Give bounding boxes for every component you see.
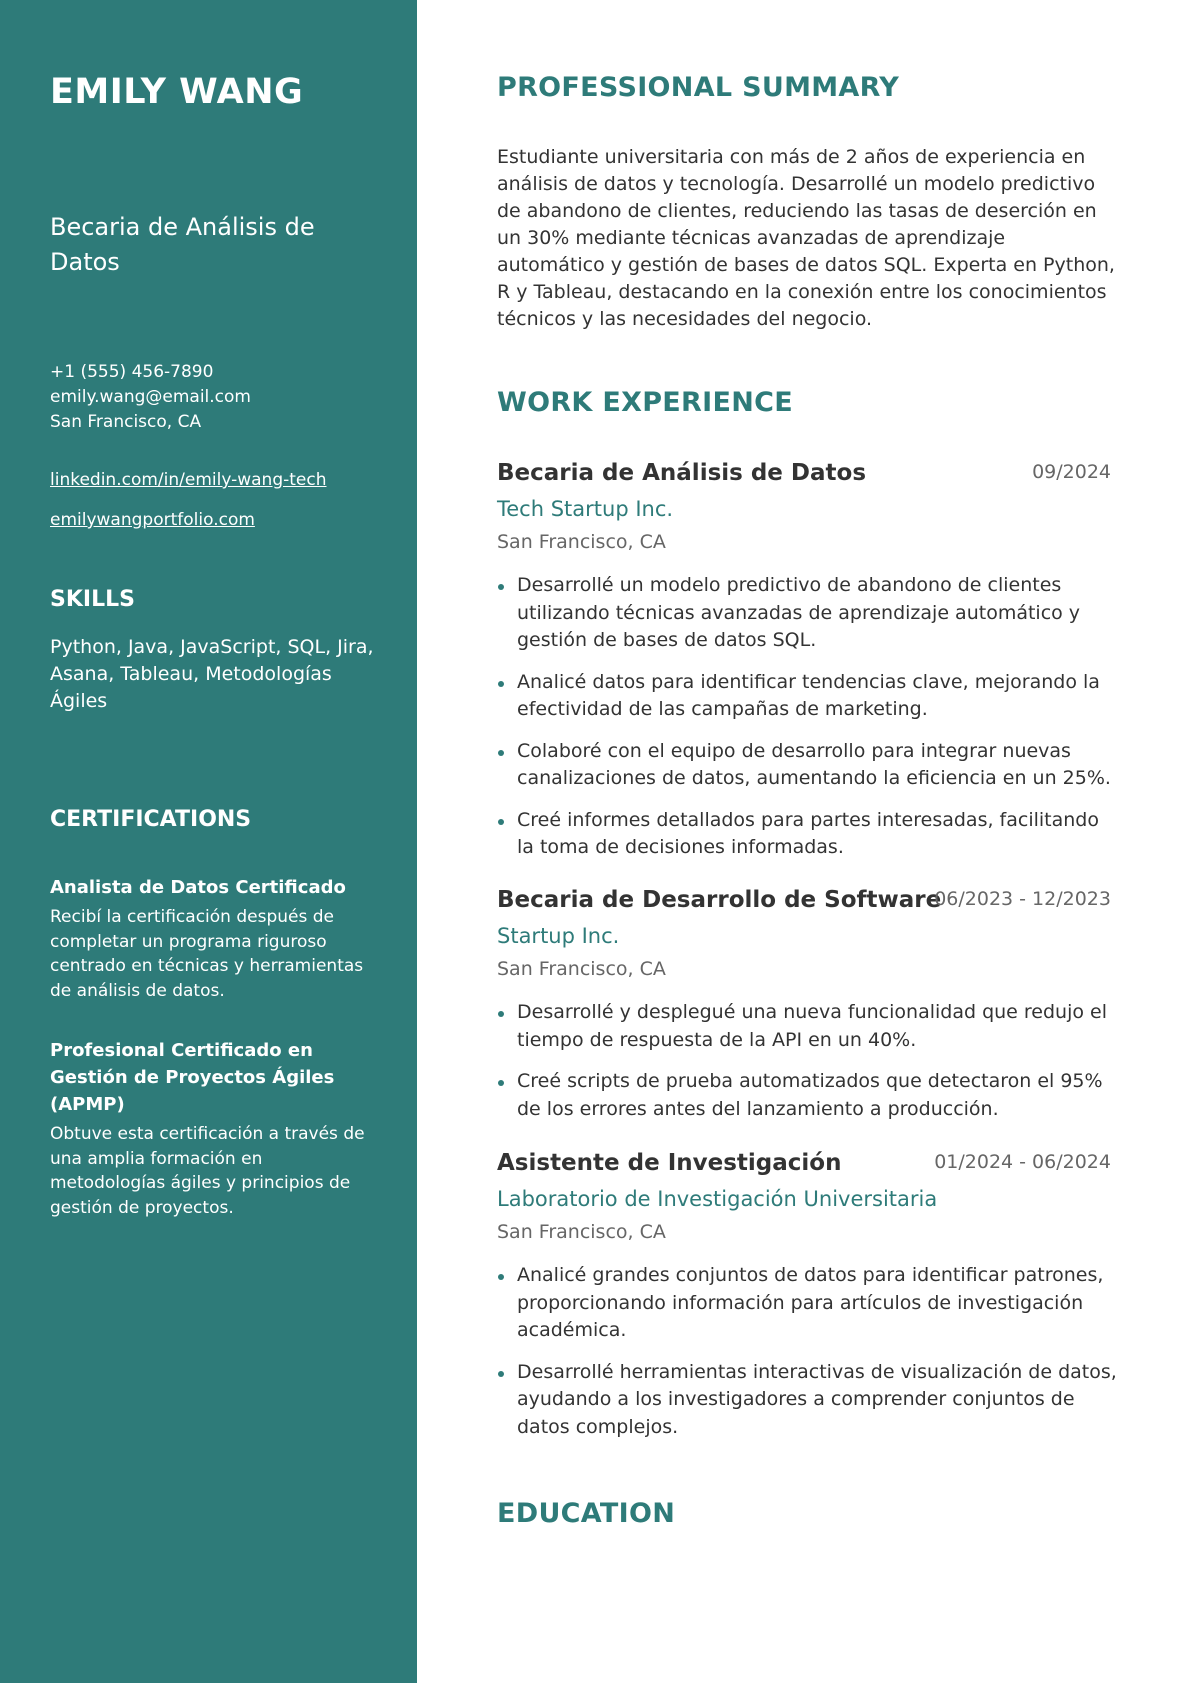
job-bullets (497, 999, 1117, 1137)
sidebar (0, 0, 417, 1683)
experience-heading: WORK EXPERIENCE (497, 387, 793, 418)
email-text: emily.wang@email.com (50, 387, 251, 407)
list-item: Desarrollé un modelo predictivo de abandono de clientes utilizando técnicas avanzadas de aprendizaje automático y gestión de bases de datos SQL. (497, 572, 1117, 655)
list-item: Desarrollé y desplegué una nueva funcionalidad que redujo el tiempo de respuesta de la API en un 40%. (497, 999, 1117, 1054)
skills-list: Python, Java, JavaScript, SQL, Jira, Asana, Tableau, Metodologías Ágiles (50, 636, 374, 712)
certification-title: Analista de Datos Certificado (50, 877, 346, 898)
certification-description: Recibí la certificación después de completar un programa riguroso centrado en técnicas y herramientas de análisis de datos. (50, 907, 364, 1001)
list-item: Analicé grandes conjuntos de datos para identificar patrones, proporcionando información para artículos de investigación académica. (497, 1262, 1117, 1345)
certifications-heading: CERTIFICATIONS (50, 807, 252, 832)
job-date: 06/2023 - 12/2023 (934, 888, 1111, 910)
job-bullets (497, 1262, 1117, 1455)
list-item: Analicé datos para identificar tendencias clave, mejorando la efectividad de las campañas de marketing. (497, 669, 1117, 724)
certification-title: Profesional Certificado en Gestión de Proyectos Ágiles (APMP) (50, 1040, 335, 1115)
linkedin-link[interactable]: linkedin.com/in/emily-wang-tech (50, 470, 327, 490)
portfolio-link[interactable]: emilywangportfolio.com (50, 510, 255, 530)
candidate-name: EMILY WANG (50, 72, 304, 112)
education-heading: EDUCATION (497, 1498, 676, 1529)
list-item: Creé scripts de prueba automatizados que detectaron el 95% de los errores antes del lanzamiento a producción. (497, 1068, 1117, 1123)
contact-block (50, 360, 251, 435)
job-company: Startup Inc. (497, 924, 620, 948)
certification-description: Obtuve esta certificación a través de una amplia formación en metodologías ágiles y principios de gestión de proyectos. (50, 1124, 365, 1218)
skills-heading: SKILLS (50, 587, 135, 612)
job-title: Asistente de Investigación (497, 1150, 842, 1176)
job-location: San Francisco, CA (497, 1221, 666, 1243)
job-bullets (497, 572, 1117, 876)
list-item: Desarrollé herramientas interactivas de visualización de datos, ayudando a los investigadores a comprender conjuntos de datos complejos. (497, 1359, 1117, 1442)
list-item: Creé informes detallados para partes interesadas, facilitando la toma de decisiones informadas. (497, 807, 1117, 862)
location-text: San Francisco, CA (50, 412, 202, 432)
job-location: San Francisco, CA (497, 531, 666, 553)
job-date: 09/2024 (1032, 461, 1111, 483)
summary-text: Estudiante universitaria con más de 2 años de experiencia en análisis de datos y tecnología. Desarrollé un modelo predictivo de abandono de clientes, reduciendo las tasas de deserción en un 30% mediante técnicas avanzadas de aprendizaje automático y gestión de bases de datos SQL. Experta en Python, R y Tableau, destacando en la conexión entre los conocimientos técnicos y las necesidades del negocio. (497, 146, 1115, 330)
phone-text: +1 (555) 456-7890 (50, 362, 214, 382)
job-company: Laboratorio de Investigación Universitaria (497, 1187, 938, 1211)
job-date: 01/2024 - 06/2024 (934, 1151, 1111, 1173)
summary-heading: PROFESSIONAL SUMMARY (497, 72, 900, 103)
job-company: Tech Startup Inc. (497, 497, 674, 521)
job-location: San Francisco, CA (497, 958, 666, 980)
job-title: Becaria de Desarrollo de Software (497, 887, 942, 913)
list-item: Colaboré con el equipo de desarrollo para integrar nuevas canalizaciones de datos, aumentando la eficiencia en un 25%. (497, 738, 1117, 793)
job-title: Becaria de Análisis de Datos (497, 460, 867, 486)
candidate-role: Becaria de Análisis de Datos (50, 213, 315, 276)
main-content (417, 0, 1190, 1683)
